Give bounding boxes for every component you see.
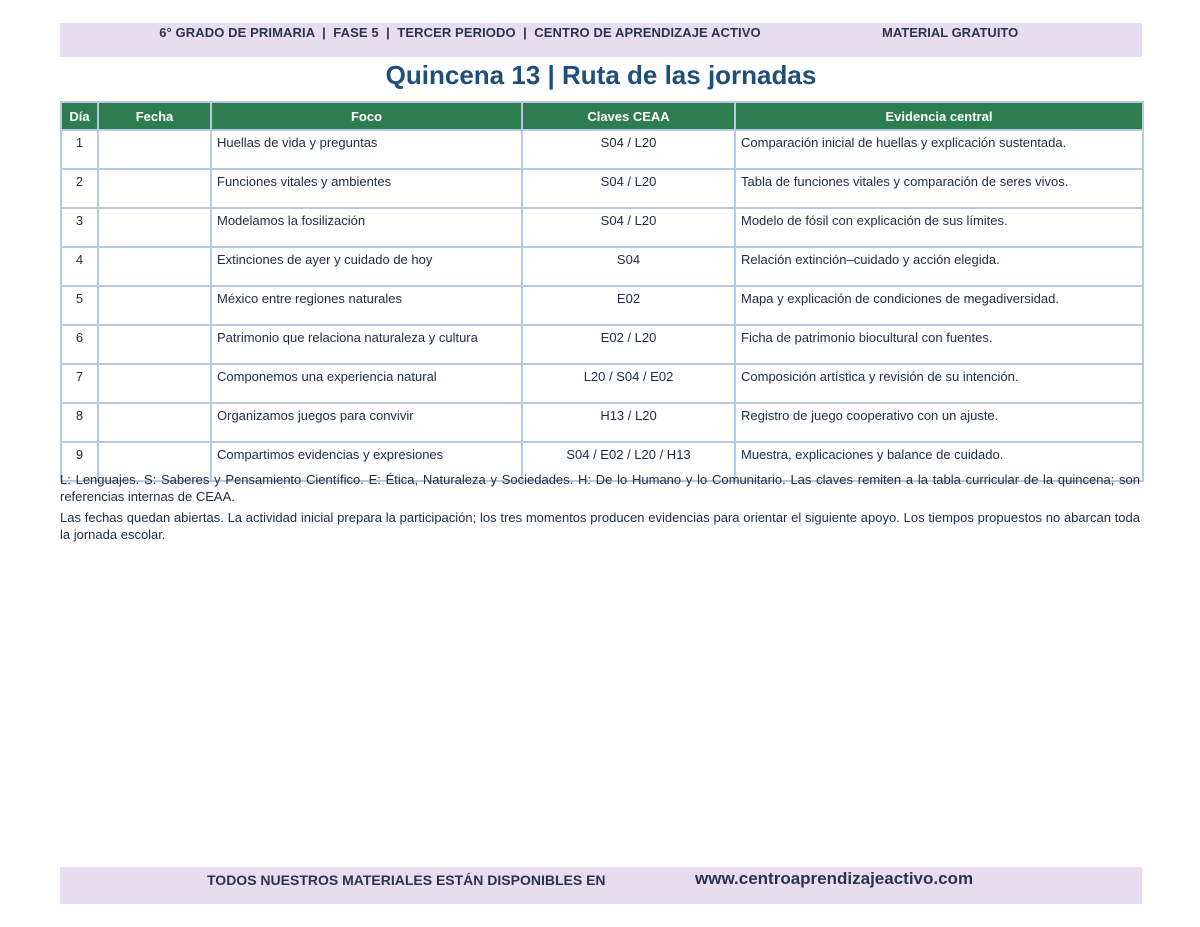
header-course-info: 6° GRADO DE PRIMARIA | FASE 5 | TERCER PERIODO | CENTRO DE APRENDIZAJE ACTIVO — [159, 25, 761, 40]
cell-dia: 1 — [61, 130, 98, 169]
legend-note: L: Lenguajes. S: Saberes y Pensamiento Científico. E: Ética, Naturaleza y Sociedades. H: De lo Humano y lo Comunitario. Las claves remiten a la tabla curricular de la quincena; son referencias internas de CEAA. — [60, 472, 1140, 504]
cell-fecha — [98, 208, 211, 247]
cell-fecha — [98, 325, 211, 364]
cell-foco: Organizamos juegos para convivir — [211, 403, 522, 442]
table-row — [61, 364, 1143, 403]
table-row — [61, 247, 1143, 286]
cell-claves: E02 — [522, 286, 735, 325]
header-band — [60, 23, 1142, 57]
table-row — [61, 286, 1143, 325]
cell-foco: Huellas de vida y preguntas — [211, 130, 522, 169]
footer-label: TODOS NUESTROS MATERIALES ESTÁN DISPONIBLES EN — [207, 872, 606, 888]
cell-fecha — [98, 247, 211, 286]
column-header-foco: Foco — [211, 102, 522, 130]
cell-fecha — [98, 364, 211, 403]
header-free-material: MATERIAL GRATUITO — [882, 25, 1019, 40]
cell-evidencia: Mapa y explicación de condiciones de megadiversidad. — [735, 286, 1143, 325]
cell-claves: S04 / L20 — [522, 208, 735, 247]
cell-foco: Patrimonio que relaciona naturaleza y cultura — [211, 325, 522, 364]
column-header-dia: Día — [61, 102, 98, 130]
cell-fecha — [98, 169, 211, 208]
cell-claves: S04 / E02 / L20 / H13 — [522, 442, 735, 481]
cell-evidencia: Composición artística y revisión de su intención. — [735, 364, 1143, 403]
cell-foco: Compartimos evidencias y expresiones — [211, 442, 522, 481]
cell-dia: 7 — [61, 364, 98, 403]
table-row — [61, 169, 1143, 208]
cell-dia: 9 — [61, 442, 98, 481]
column-header-evidencia: Evidencia central — [735, 102, 1143, 130]
cell-evidencia: Tabla de funciones vitales y comparación de seres vivos. — [735, 169, 1143, 208]
cell-evidencia: Ficha de patrimonio biocultural con fuentes. — [735, 325, 1143, 364]
cell-claves: L20 / S04 / E02 — [522, 364, 735, 403]
cell-claves: E02 / L20 — [522, 325, 735, 364]
cell-evidencia: Registro de juego cooperativo con un ajuste. — [735, 403, 1143, 442]
schedule-table — [60, 101, 1144, 482]
cell-dia: 6 — [61, 325, 98, 364]
column-header-fecha: Fecha — [98, 102, 211, 130]
cell-fecha — [98, 403, 211, 442]
cell-fecha — [98, 286, 211, 325]
cell-foco: Componemos una experiencia natural — [211, 364, 522, 403]
cell-evidencia: Relación extinción–cuidado y acción elegida. — [735, 247, 1143, 286]
table-row — [61, 130, 1143, 169]
notes-section — [60, 471, 1140, 547]
table-row — [61, 325, 1143, 364]
cell-evidencia: Muestra, explicaciones y balance de cuidado. — [735, 442, 1143, 481]
cell-claves: S04 / L20 — [522, 130, 735, 169]
cell-foco: Extinciones de ayer y cuidado de hoy — [211, 247, 522, 286]
dates-note: Las fechas quedan abiertas. La actividad inicial prepara la participación; los tres momentos producen evidencias para orientar el siguiente apoyo. Los tiempos propuestos no abarcan toda la jornada escolar. — [60, 510, 1140, 542]
column-header-claves: Claves CEAA — [522, 102, 735, 130]
cell-fecha — [98, 130, 211, 169]
cell-dia: 8 — [61, 403, 98, 442]
cell-foco: México entre regiones naturales — [211, 286, 522, 325]
cell-dia: 4 — [61, 247, 98, 286]
cell-evidencia: Modelo de fósil con explicación de sus límites. — [735, 208, 1143, 247]
cell-dia: 2 — [61, 169, 98, 208]
table-header-row — [61, 102, 1143, 130]
footer-url-link[interactable]: www.centroaprendizajeactivo.com — [695, 869, 974, 888]
cell-claves: H13 / L20 — [522, 403, 735, 442]
cell-foco: Modelamos la fosilización — [211, 208, 522, 247]
cell-dia: 5 — [61, 286, 98, 325]
page-title: Quincena 13 | Ruta de las jornadas — [385, 60, 817, 90]
cell-claves: S04 / L20 — [522, 169, 735, 208]
cell-foco: Funciones vitales y ambientes — [211, 169, 522, 208]
cell-claves: S04 — [522, 247, 735, 286]
footer-band — [60, 867, 1142, 904]
cell-evidencia: Comparación inicial de huellas y explicación sustentada. — [735, 130, 1143, 169]
table-row — [61, 403, 1143, 442]
table-row — [61, 208, 1143, 247]
cell-dia: 3 — [61, 208, 98, 247]
